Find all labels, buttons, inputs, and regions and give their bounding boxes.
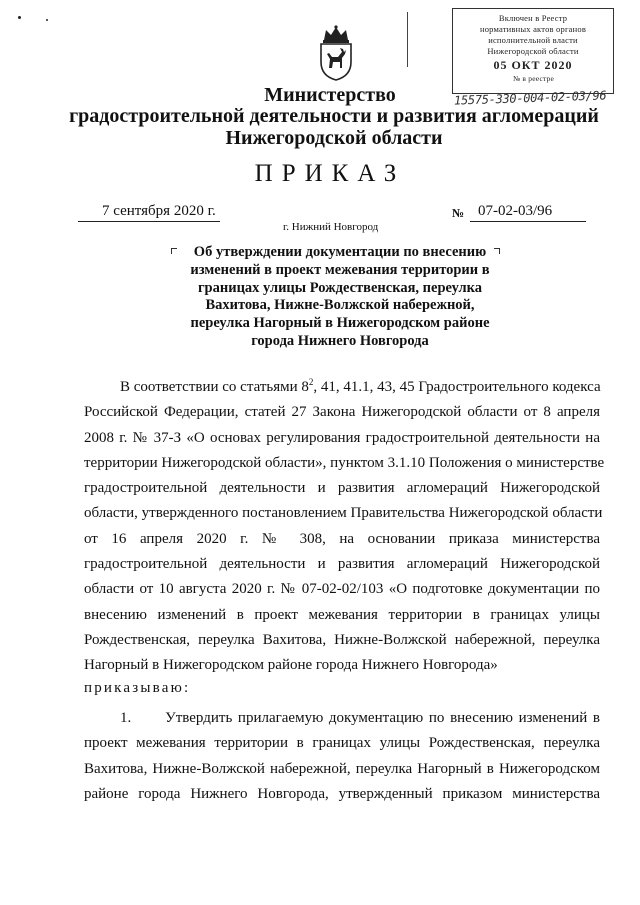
stamp-line: Включен в Реестр (498, 13, 568, 23)
number-underline (470, 221, 586, 222)
scan-speck (46, 19, 48, 21)
paragraph-line: градостроительной деятельности и развития агломераций Нижегородской (84, 480, 600, 497)
registry-stamp (452, 8, 614, 94)
stamp-line: нормативных актов органов (479, 24, 587, 34)
order-clause: приказываю: (84, 680, 191, 696)
paragraph-line: Нагорный в Нижегородском районе города Нижнего Новгорода» (84, 657, 498, 674)
paragraph-line: 1. Утвердить прилагаемую документацию по внесению изменений в (120, 710, 600, 726)
subject-line: Об утверждении документации по внесению (193, 244, 487, 260)
document-subject (165, 244, 515, 351)
scan-speck (18, 16, 21, 19)
paragraph-line: Вахитова, Нижне-Волжской набережной, переулка Нагорный в Нижегородском (84, 760, 600, 777)
paragraph-line: Рождественская, переулка Вахитова, Нижне-Волжской набережной, переулка (84, 631, 600, 648)
paragraph-line: районе города Нижнего Новгорода, утвержденный приказом министерства (84, 785, 600, 802)
document-date: 7 сентября 2020 г. (102, 203, 216, 219)
paragraph-line: внесению изменений в проект межевания территории в границах улицы (84, 606, 600, 623)
subject-line: Вахитова, Нижне-Волжской набережной, (205, 297, 475, 314)
paragraph-line: 2008 г. № 37-З «О основах регулирования градостроительной деятельности на (84, 429, 600, 446)
preamble-paragraph (84, 375, 605, 679)
stamp-registry-label: № в реестре (513, 74, 555, 83)
subject-line: переулка Нагорный в Нижегородском районе (190, 315, 490, 332)
stamp-line: исполнительной власти (488, 35, 578, 45)
date-underline (78, 221, 220, 222)
subject-line: границах улицы Рождественская, переулка (197, 279, 483, 296)
ministry-name-line-1: Министерство (264, 84, 396, 106)
paragraph-line: градостроительной деятельности и развития агломераций Нижегородской (84, 556, 600, 573)
document-title: ПРИКАЗ (254, 160, 406, 187)
ministry-name-line-2: градостроительной деятельности и развития агломераций (69, 105, 599, 127)
paragraph-line: территории Нижегородской области», пунктом 3.1.10 Положения о министерстве (84, 454, 605, 471)
document-city: г. Нижний Новгород (283, 221, 379, 233)
paragraph-line: области, утвержденного постановлением Правительства Нижегородской области (84, 505, 603, 522)
handwritten-registry-number: 15575-330-004-02-03/96 (453, 88, 607, 108)
document-number: 07-02-03/96 (478, 203, 553, 219)
paragraph-line: Российской Федерации, статей 27 Закона Нижегородской области от 8 апреля (84, 404, 600, 421)
paragraph-line: от 16 апреля 2020 г. № 308, на основании приказа министерства (84, 530, 600, 547)
ministry-name-line-3: Нижегородской области (225, 127, 443, 149)
order-item-1 (84, 706, 600, 807)
stamp-date: 05 ОКТ 2020 (493, 58, 573, 72)
stamp-mark (407, 12, 408, 67)
paragraph-line: области от 10 августа 2020 г. № 07-02-02/103 «О подготовке документации по (84, 581, 600, 598)
coat-of-arms-icon (311, 24, 361, 82)
subject-line: изменений в проект межевания территории в (190, 261, 490, 278)
paragraph-line: В соответствии со статьями $8^2$, 41, 41.1, 43, 45 Градостроительного кодекса (120, 377, 601, 395)
number-label: № (452, 206, 465, 220)
stamp-line: Нижегородской области (487, 46, 579, 56)
subject-line: города Нижнего Новгорода (251, 332, 429, 349)
paragraph-line: проект межевания территории в границах улицы Рождественская, переулка (84, 735, 600, 752)
